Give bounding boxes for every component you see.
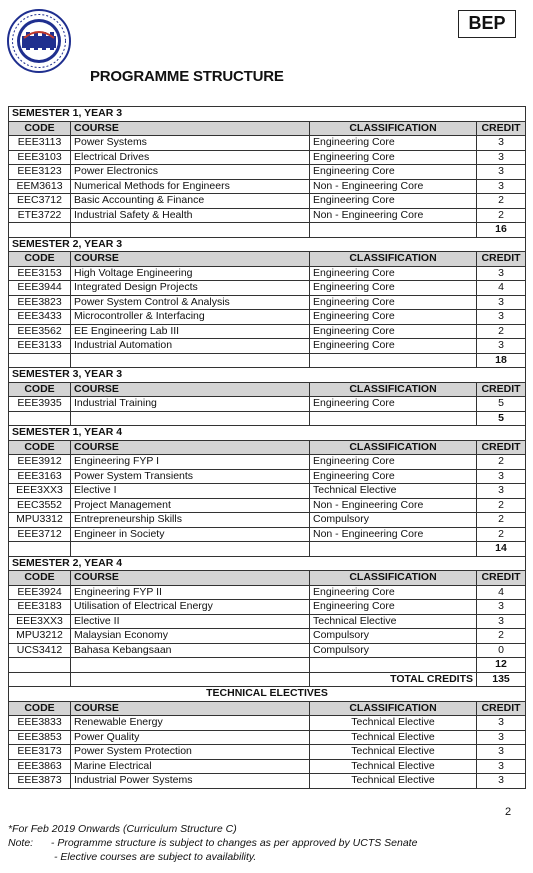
table-row	[9, 716, 526, 731]
course-code: EEE3153	[9, 266, 71, 281]
course-name: Entrepreneurship Skills	[71, 513, 310, 528]
course-credit: 3	[477, 310, 526, 325]
course-classification: Engineering Core	[310, 455, 477, 470]
blank-cell	[9, 411, 71, 426]
course-classification: Non - Engineering Core	[310, 527, 477, 542]
header-classification: CLASSIFICATION	[310, 252, 477, 267]
header-code: CODE	[9, 701, 71, 716]
header-course: COURSE	[71, 571, 310, 586]
course-classification: Compulsory	[310, 513, 477, 528]
course-code: EEE3XX3	[9, 614, 71, 629]
blank-cell	[9, 223, 71, 238]
course-name: Integrated Design Projects	[71, 281, 310, 296]
header-classification: CLASSIFICATION	[310, 440, 477, 455]
header-credit: CREDIT	[477, 440, 526, 455]
semester-total-row	[9, 223, 526, 238]
blank-cell	[71, 672, 310, 687]
course-name: Engineer in Society	[71, 527, 310, 542]
table-row	[9, 600, 526, 615]
course-credit: 3	[477, 774, 526, 789]
blank-cell	[9, 672, 71, 687]
course-code: EEE3103	[9, 150, 71, 165]
course-code: EEM3613	[9, 179, 71, 194]
course-classification: Technical Elective	[310, 745, 477, 760]
header-classification: CLASSIFICATION	[310, 382, 477, 397]
table-row	[9, 774, 526, 789]
header-credit: CREDIT	[477, 252, 526, 267]
header-code: CODE	[9, 121, 71, 136]
semester-heading-row	[9, 237, 526, 252]
course-code: EEC3552	[9, 498, 71, 513]
course-code: EEE3163	[9, 469, 71, 484]
course-code: ETE3722	[9, 208, 71, 223]
semester-total-row	[9, 658, 526, 673]
course-credit: 3	[477, 600, 526, 615]
course-name: Industrial Automation	[71, 339, 310, 354]
course-name: Power Systems	[71, 136, 310, 151]
course-classification: Non - Engineering Core	[310, 208, 477, 223]
course-name: EE Engineering Lab III	[71, 324, 310, 339]
header-classification: CLASSIFICATION	[310, 571, 477, 586]
course-code: EEC3712	[9, 194, 71, 209]
semester-total: 14	[477, 542, 526, 557]
column-header-row	[9, 382, 526, 397]
header-course: COURSE	[71, 440, 310, 455]
blank-cell	[310, 411, 477, 426]
course-credit: 3	[477, 266, 526, 281]
course-code: EEE3863	[9, 759, 71, 774]
header-credit: CREDIT	[477, 571, 526, 586]
course-name: Industrial Power Systems	[71, 774, 310, 789]
note-label: Note:	[8, 837, 34, 849]
course-credit: 3	[477, 165, 526, 180]
course-credit: 2	[477, 629, 526, 644]
course-credit: 2	[477, 324, 526, 339]
course-classification: Engineering Core	[310, 150, 477, 165]
table-row	[9, 324, 526, 339]
semester-total: 5	[477, 411, 526, 426]
course-code: EEE3133	[9, 339, 71, 354]
semester-heading-row	[9, 426, 526, 441]
table-row	[9, 339, 526, 354]
table-row	[9, 179, 526, 194]
blank-cell	[71, 542, 310, 557]
course-code: EEE3823	[9, 295, 71, 310]
header-code: CODE	[9, 252, 71, 267]
page-number: 2	[505, 806, 512, 818]
course-classification: Engineering Core	[310, 295, 477, 310]
course-credit: 3	[477, 179, 526, 194]
course-classification: Engineering Core	[310, 136, 477, 151]
table-row	[9, 295, 526, 310]
course-classification: Engineering Core	[310, 469, 477, 484]
course-classification: Engineering Core	[310, 310, 477, 325]
course-name: Basic Accounting & Finance	[71, 194, 310, 209]
course-name: Elective II	[71, 614, 310, 629]
blank-cell	[310, 658, 477, 673]
course-classification: Technical Elective	[310, 484, 477, 499]
table-row	[9, 194, 526, 209]
table-row	[9, 455, 526, 470]
course-classification: Technical Elective	[310, 730, 477, 745]
course-credit: 3	[477, 745, 526, 760]
course-code: EEE3113	[9, 136, 71, 151]
note-line-2: - Elective courses are subject to availability.	[54, 851, 257, 863]
table-row	[9, 281, 526, 296]
course-credit: 0	[477, 643, 526, 658]
column-header-row	[9, 440, 526, 455]
course-name: Bahasa Kebangsaan	[71, 643, 310, 658]
table-row	[9, 469, 526, 484]
semester-total-row	[9, 411, 526, 426]
course-code: EEE3935	[9, 397, 71, 412]
course-code: EEE3173	[9, 745, 71, 760]
course-code: EEE3123	[9, 165, 71, 180]
course-code: EEE3873	[9, 774, 71, 789]
course-code: EEE3433	[9, 310, 71, 325]
course-name: Marine Electrical	[71, 759, 310, 774]
header-code: CODE	[9, 440, 71, 455]
course-classification: Engineering Core	[310, 324, 477, 339]
course-name: Elective I	[71, 484, 310, 499]
course-name: Industrial Safety & Health	[71, 208, 310, 223]
course-code: MPU3312	[9, 513, 71, 528]
course-credit: 2	[477, 208, 526, 223]
course-name: Power Electronics	[71, 165, 310, 180]
semester-title: SEMESTER 1, YEAR 4	[9, 426, 526, 441]
table-row	[9, 208, 526, 223]
blank-cell	[71, 353, 310, 368]
course-credit: 3	[477, 716, 526, 731]
header-course: COURSE	[71, 382, 310, 397]
course-code: EEE3712	[9, 527, 71, 542]
column-header-row	[9, 121, 526, 136]
course-credit: 2	[477, 455, 526, 470]
table-row	[9, 759, 526, 774]
course-classification: Engineering Core	[310, 281, 477, 296]
blank-cell	[71, 411, 310, 426]
table-row	[9, 527, 526, 542]
semester-title: SEMESTER 3, YEAR 3	[9, 368, 526, 383]
course-code: EEE3912	[9, 455, 71, 470]
course-code: UCS3412	[9, 643, 71, 658]
course-classification: Technical Elective	[310, 716, 477, 731]
course-name: Electrical Drives	[71, 150, 310, 165]
semester-title: SEMESTER 2, YEAR 4	[9, 556, 526, 571]
course-classification: Engineering Core	[310, 266, 477, 281]
course-classification: Technical Elective	[310, 759, 477, 774]
blank-cell	[71, 658, 310, 673]
course-code: EEE3833	[9, 716, 71, 731]
course-name: Engineering FYP II	[71, 585, 310, 600]
course-name: Malaysian Economy	[71, 629, 310, 644]
table-row	[9, 266, 526, 281]
table-row	[9, 136, 526, 151]
course-name: Power Quality	[71, 730, 310, 745]
footnote	[8, 822, 417, 864]
blank-cell	[9, 658, 71, 673]
course-credit: 3	[477, 339, 526, 354]
course-code: EEE3183	[9, 600, 71, 615]
blank-cell	[310, 223, 477, 238]
semester-total: 12	[477, 658, 526, 673]
semester-heading-row	[9, 107, 526, 122]
course-classification: Engineering Core	[310, 194, 477, 209]
course-name: Numerical Methods for Engineers	[71, 179, 310, 194]
header-code: CODE	[9, 571, 71, 586]
course-credit: 2	[477, 194, 526, 209]
course-name: High Voltage Engineering	[71, 266, 310, 281]
column-header-row	[9, 701, 526, 716]
course-name: Microcontroller & Interfacing	[71, 310, 310, 325]
course-classification: Non - Engineering Core	[310, 179, 477, 194]
course-classification: Engineering Core	[310, 585, 477, 600]
programme-table	[8, 106, 526, 789]
course-credit: 2	[477, 513, 526, 528]
column-header-row	[9, 571, 526, 586]
course-credit: 2	[477, 498, 526, 513]
course-code: EEE3562	[9, 324, 71, 339]
blank-cell	[310, 542, 477, 557]
blank-cell	[310, 353, 477, 368]
course-credit: 3	[477, 150, 526, 165]
header-classification: CLASSIFICATION	[310, 121, 477, 136]
blank-cell	[9, 542, 71, 557]
technical-electives-title: TECHNICAL ELECTIVES	[9, 687, 526, 702]
university-logo	[6, 8, 72, 74]
course-classification: Compulsory	[310, 629, 477, 644]
blank-cell	[71, 223, 310, 238]
course-name: Renewable Energy	[71, 716, 310, 731]
course-name: Power System Control & Analysis	[71, 295, 310, 310]
course-code: MPU3212	[9, 629, 71, 644]
course-credit: 5	[477, 397, 526, 412]
table-row	[9, 165, 526, 180]
course-credit: 3	[477, 730, 526, 745]
course-classification: Engineering Core	[310, 397, 477, 412]
table-row	[9, 150, 526, 165]
total-credits-label: TOTAL CREDITS	[310, 672, 477, 687]
course-credit: 3	[477, 295, 526, 310]
technical-electives-heading-row	[9, 687, 526, 702]
course-classification: Engineering Core	[310, 339, 477, 354]
course-name: Engineering FYP I	[71, 455, 310, 470]
course-classification: Non - Engineering Core	[310, 498, 477, 513]
course-code: EEE3944	[9, 281, 71, 296]
course-name: Power System Protection	[71, 745, 310, 760]
semester-total-row	[9, 353, 526, 368]
header-course: COURSE	[71, 701, 310, 716]
course-classification: Engineering Core	[310, 600, 477, 615]
semester-title: SEMESTER 2, YEAR 3	[9, 237, 526, 252]
course-credit: 4	[477, 585, 526, 600]
table-row	[9, 498, 526, 513]
course-credit: 3	[477, 759, 526, 774]
table-row	[9, 629, 526, 644]
course-credit: 3	[477, 469, 526, 484]
table-row	[9, 397, 526, 412]
course-credit: 2	[477, 527, 526, 542]
course-credit: 4	[477, 281, 526, 296]
course-code: EEE3XX3	[9, 484, 71, 499]
header-classification: CLASSIFICATION	[310, 701, 477, 716]
course-name: Power System Transients	[71, 469, 310, 484]
course-code: EEE3853	[9, 730, 71, 745]
blank-cell	[9, 353, 71, 368]
header-credit: CREDIT	[477, 701, 526, 716]
table-row	[9, 585, 526, 600]
header-credit: CREDIT	[477, 382, 526, 397]
course-classification: Compulsory	[310, 643, 477, 658]
footnote-curriculum: *For Feb 2019 Onwards (Curriculum Structure C)	[8, 823, 237, 835]
total-credits-row	[9, 672, 526, 687]
course-name: Utilisation of Electrical Energy	[71, 600, 310, 615]
semester-title: SEMESTER 1, YEAR 3	[9, 107, 526, 122]
course-credit: 3	[477, 614, 526, 629]
course-classification: Technical Elective	[310, 614, 477, 629]
table-row	[9, 745, 526, 760]
note-line-1: - Programme structure is subject to changes as per approved by UCTS Senate	[50, 837, 418, 849]
total-credits-value: 135	[477, 672, 526, 687]
course-classification: Technical Elective	[310, 774, 477, 789]
semester-heading-row	[9, 368, 526, 383]
programme-code-badge: BEP	[458, 10, 516, 38]
course-credit: 3	[477, 136, 526, 151]
semester-heading-row	[9, 556, 526, 571]
column-header-row	[9, 252, 526, 267]
table-row	[9, 730, 526, 745]
course-credit: 3	[477, 484, 526, 499]
semester-total: 18	[477, 353, 526, 368]
table-row	[9, 643, 526, 658]
course-name: Project Management	[71, 498, 310, 513]
page-title: PROGRAMME STRUCTURE	[90, 68, 284, 85]
course-code: EEE3924	[9, 585, 71, 600]
semester-total-row	[9, 542, 526, 557]
header-code: CODE	[9, 382, 71, 397]
semester-total: 16	[477, 223, 526, 238]
course-name: Industrial Training	[71, 397, 310, 412]
header-credit: CREDIT	[477, 121, 526, 136]
header-course: COURSE	[71, 121, 310, 136]
header-course: COURSE	[71, 252, 310, 267]
table-row	[9, 310, 526, 325]
table-row	[9, 484, 526, 499]
table-row	[9, 513, 526, 528]
course-classification: Engineering Core	[310, 165, 477, 180]
table-row	[9, 614, 526, 629]
